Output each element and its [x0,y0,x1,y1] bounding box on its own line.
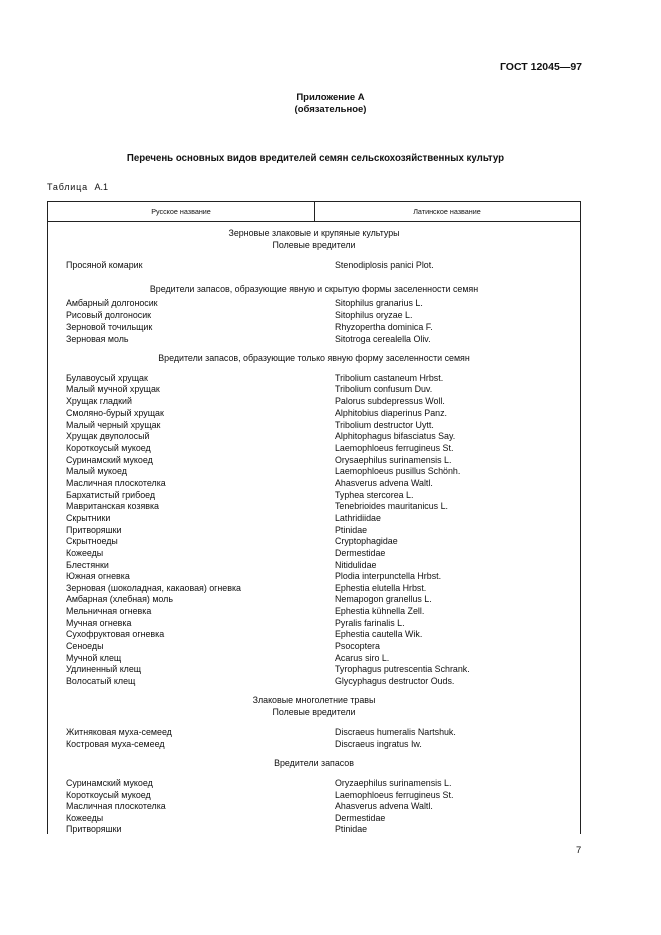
latin-name: Tribolium destructor Uytt. [335,420,434,430]
section-header: Вредители запасов [274,758,354,768]
table-row [48,570,580,582]
latin-name: Tribolium castaneum Hrbst. [335,373,444,383]
russian-name: Малый мукоед [66,466,127,476]
table-row [48,593,580,605]
russian-name: Волосатый клещ [66,676,136,686]
table-header [48,202,580,222]
russian-name: Зерновой точильщик [66,322,153,332]
russian-name: Мавританская козявка [66,501,159,511]
table-row [48,675,580,687]
latin-name: Acarus siro L. [335,653,390,663]
table-row [48,823,580,835]
russian-name: Смоляно-бурый хрущак [66,408,164,418]
russian-name: Сеноеды [66,641,104,651]
table-row [48,777,580,789]
latin-name: Typhea stercorea L. [335,490,414,500]
latin-name: Stenodiplosis panici Plot. [335,260,434,270]
column-header-latin: Латинское название [413,207,481,216]
table-row [48,512,580,524]
russian-name: Житняковая муха-семеед [66,727,172,737]
latin-name: Sitophilus granarius L. [335,298,423,308]
russian-name: Сухофруктовая огневка [66,629,165,639]
russian-name: Притворяшки [66,525,122,535]
standard-number: ГОСТ 12045—97 [499,61,582,73]
table-row [48,628,580,640]
latin-name: Dermestidae [335,813,386,823]
latin-name: Sitotroga cerealella Oliv. [335,334,431,344]
latin-name: Tenebrioides mauritanicus L. [335,501,448,511]
table-row [48,640,580,652]
table-row [48,395,580,407]
latin-name: Plodia interpunctella Hrbst. [335,571,442,581]
column-header-russian: Русское название [151,207,211,216]
latin-name: Tribolium confusum Duv. [335,384,433,394]
russian-name: Скрытники [66,513,111,523]
table-row [48,663,580,675]
table-row [48,465,580,477]
russian-name: Амбарная (хлебная) моль [66,594,173,604]
latin-name: Pyralis farinalis L. [335,618,405,628]
latin-name: Discraeus ingratus Iw. [335,739,422,749]
russian-name: Короткоусый мукоед [66,443,151,453]
table-row [48,259,580,271]
table-row [48,333,580,345]
table-row [48,442,580,454]
section-header: Полевые вредители [272,240,356,250]
section-header: Зерновые злаковые и крупяные культуры [228,228,400,238]
section-header: Вредители запасов, образующие явную и скрытую формы заселенности семян [149,284,479,294]
table-caption [47,182,108,192]
latin-name: Laemophloeus pusillus Schönh. [335,466,461,476]
russian-name: Мучной клещ [66,653,122,663]
table-row [48,605,580,617]
latin-name: Palorus subdepressus Woll. [335,396,445,406]
russian-name: Суринамский мукоед [66,778,153,788]
latin-name: Ephestia kühnella Zell. [335,606,425,616]
annex-status: (обязательное) [294,104,367,115]
russian-name: Бархатистый грибоед [66,490,156,500]
russian-name: Масличная плоскотелка [66,801,166,811]
latin-name: Nemapogon granellus L. [335,594,432,604]
table-row [48,297,580,309]
table-row [48,547,580,559]
section-header: Злаковые многолетние травы [252,695,376,705]
section-header: Полевые вредители [272,707,356,717]
page-number: 7 [576,845,582,856]
russian-name: Хрущак гладкий [66,396,132,406]
russian-name: Хрущак двуполосый [66,431,150,441]
latin-name: Psocoptera [335,641,380,651]
russian-name: Скрытноеды [66,536,118,546]
russian-name: Южная огневка [66,571,130,581]
russian-name: Мельничная огневка [66,606,152,616]
latin-name: Ptinidae [335,525,368,535]
table-row [48,309,580,321]
latin-name: Nitidulidae [335,560,377,570]
russian-name: Зерновая (шоколадная, какаовая) огневка [66,583,241,593]
latin-name: Laemophloeus ferrugineus St. [335,790,454,800]
russian-name: Удлиненный клещ [66,664,142,674]
section-header: Вредители запасов, образующие только явную форму заселенности семян [158,353,470,363]
table-row [48,500,580,512]
annex-title: Приложение А [296,92,365,103]
table-row [48,535,580,547]
latin-name: Rhyzopertha dominica F. [335,322,433,332]
russian-name: Костровая муха-семеед [66,739,165,749]
russian-name: Мучная огневка [66,618,132,628]
russian-name: Кожееды [66,813,104,823]
pest-table [47,201,581,834]
table-caption-word: Таблица [47,182,88,192]
russian-name: Амбарный долгоносик [66,298,158,308]
document-heading: Перечень основных видов вредителей семян сельскохозяйственных культур [126,153,505,164]
russian-name: Блестянки [66,560,109,570]
latin-name: Orysaephilus surinamensis L. [335,455,452,465]
russian-name: Масличная плоскотелка [66,478,166,488]
table-row [48,321,580,333]
latin-name: Laemophloeus ferrugineus St. [335,443,454,453]
russian-name: Суринамский мукоед [66,455,153,465]
latin-name: Ahasverus advena Waltl. [335,801,433,811]
latin-name: Ephestia cautella Wik. [335,629,423,639]
table-row [48,726,580,738]
russian-name: Рисовый долгоносик [66,310,152,320]
russian-name: Булавоусый хрущак [66,373,148,383]
table-row [48,407,580,419]
table-caption-number: А.1 [94,182,109,192]
table-row [48,800,580,812]
russian-name: Короткоусый мукоед [66,790,151,800]
table-row [48,738,580,750]
russian-name: Малый черный хрущак [66,420,161,430]
latin-name: Ptinidae [335,824,368,834]
latin-name: Discraeus humeralis Nartshuk. [335,727,456,737]
table-row [48,477,580,489]
russian-name: Зерновая моль [66,334,129,344]
russian-name: Кожееды [66,548,104,558]
latin-name: Ahasverus advena Waltl. [335,478,433,488]
russian-name: Просяной комарик [66,260,143,270]
latin-name: Oryzaephilus surinamensis L. [335,778,452,788]
russian-name: Малый мучной хрущак [66,384,160,394]
russian-name: Притворяшки [66,824,122,834]
latin-name: Alphitophagus bifasciatus Say. [335,431,456,441]
latin-name: Sitophilus oryzae L. [335,310,413,320]
latin-name: Cryptophagidae [335,536,398,546]
latin-name: Tyrophagus putrescentia Schrank. [335,664,470,674]
latin-name: Ephestia elutella Hrbst. [335,583,427,593]
latin-name: Alphitobius diaperinus Panz. [335,408,447,418]
latin-name: Glycyphagus destructor Ouds. [335,676,455,686]
table-row [48,383,580,395]
table-row [48,430,580,442]
latin-name: Lathridiidae [335,513,381,523]
latin-name: Dermestidae [335,548,386,558]
